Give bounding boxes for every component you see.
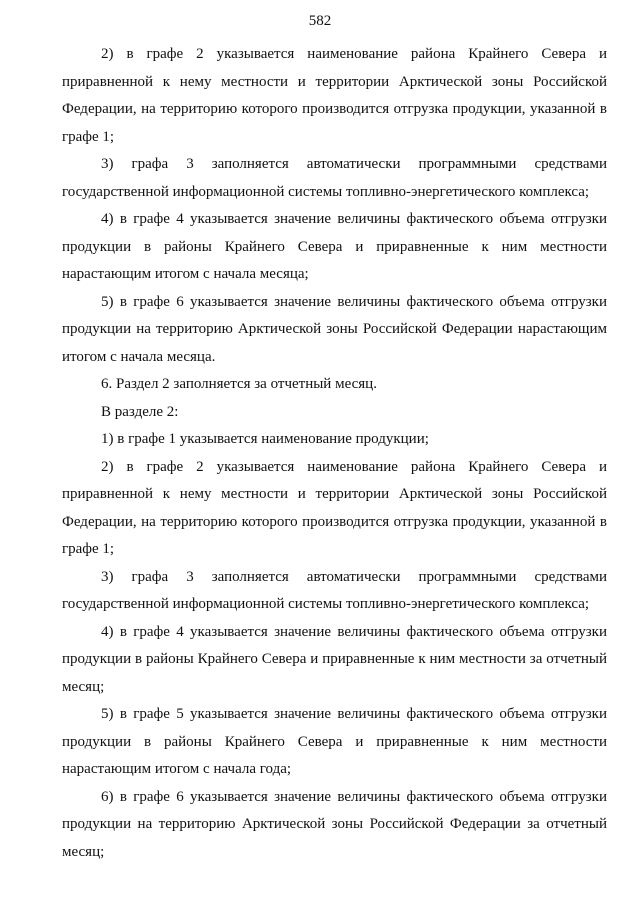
paragraph-section1-item5: 5) в графе 6 указывается значение величины фактического объема отгрузки продукции на территорию Арктической зоны Российской Федерации нарастающим итогом с начала месяца. [62, 293, 607, 365]
paragraph-section2-item3: 3) графа 3 заполняется автоматически программными средствами государственной информационной системы топливно-энергетического комплекса; [62, 568, 607, 612]
paragraph-section2-item6: 6) в графе 6 указывается значение величины фактического объема отгрузки продукции на территорию Арктической зоны Российской Федерации за отчетный месяц; [62, 788, 607, 860]
page-number: 582 [308, 13, 332, 29]
paragraph-section1-item2: 2) в графе 2 указывается наименование района Крайнего Севера и приравненной к нему местности и территории Арктической зоны Российской Федерации, на территорию которого производится отгрузка продукции, указанной в графе 1; [62, 46, 607, 145]
paragraph-section2-item5: 5) в графе 5 указывается значение величины фактического объема отгрузки продукции в районы Крайнего Севера и приравненные к ним местности нарастающим итогом с начала года; [62, 706, 607, 777]
paragraph-section1-item3: 3) графа 3 заполняется автоматически программными средствами государственной информационной системы топливно-энергетического комплекса; [62, 156, 607, 200]
paragraph-point-6: 6. Раздел 2 заполняется за отчетный месяц. [101, 376, 377, 392]
paragraph-section1-item4: 4) в графе 4 указывается значение величины фактического объема отгрузки продукции в районы Крайнего Севера и приравненные к ним местности нарастающим итогом с начала месяца; [62, 211, 607, 282]
paragraph-section2-item4: 4) в графе 4 указывается значение величины фактического объема отгрузки продукции в районы Крайнего Севера и приравненные к ним местности за отчетный месяц; [62, 623, 607, 695]
paragraph-section2-item1: 1) в графе 1 указывается наименование продукции; [101, 431, 429, 447]
paragraph-section2-item2: 2) в графе 2 указывается наименование района Крайнего Севера и приравненной к нему местности и территории Арктической зоны Российской Федерации, на территорию которого производится отгрузка продукции, указанной в графе 1; [62, 458, 607, 557]
document-body [62, 41, 607, 866]
paragraph-section2-intro: В разделе 2: [101, 403, 179, 420]
